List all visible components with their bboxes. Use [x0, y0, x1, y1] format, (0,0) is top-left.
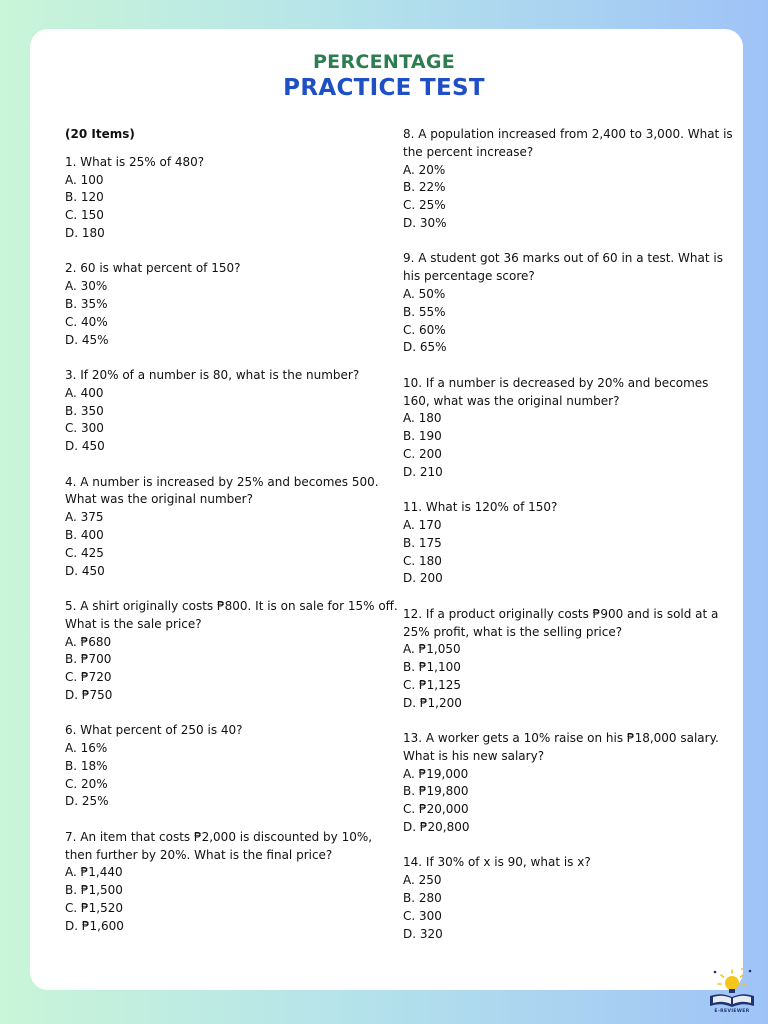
question-text: 1. What is 25% of 480?: [65, 154, 205, 169]
question-text: 7. An item that costs ₱2,000 is discounted by 10%, then further by 20%. What is the final price?: [65, 829, 373, 862]
question-text: 9. A student got 36 marks out of 60 in a test. What is his percentage score?: [403, 251, 723, 284]
answer-option: C. 25%: [403, 198, 446, 213]
open-book-lightbulb-icon: [706, 966, 758, 1010]
answer-option: B. 22%: [403, 180, 446, 195]
answer-option: A. ₱19,000: [403, 766, 469, 781]
answer-option: A. 50%: [403, 286, 446, 301]
answer-option: B. ₱1,100: [403, 660, 461, 675]
question-item: [65, 154, 400, 243]
answer-option: D. ₱750: [65, 687, 113, 702]
answer-option: A. 170: [403, 517, 442, 532]
answer-option: C. 200: [403, 446, 442, 461]
answer-option: D. ₱1,600: [65, 918, 124, 933]
answer-option: C. 300: [403, 908, 442, 923]
title-line2: PRACTICE TEST: [283, 75, 485, 101]
answer-option: A. 250: [403, 873, 442, 888]
answer-option: C. 150: [65, 208, 104, 223]
answer-option: A. 16%: [65, 741, 108, 756]
question-text: 4. A number is increased by 25% and becomes 500. What was the original number?: [65, 474, 379, 507]
left-column: [65, 126, 400, 953]
answer-option: B. 35%: [65, 296, 108, 311]
answer-option: C. 40%: [65, 314, 108, 329]
right-column: [403, 126, 733, 961]
answer-option: A. 20%: [403, 162, 446, 177]
question-item: [403, 375, 733, 482]
answer-option: C. ₱720: [65, 670, 112, 685]
question-item: [403, 499, 733, 588]
question-text: 2. 60 is what percent of 150?: [65, 261, 241, 276]
left-question-list: [65, 154, 400, 936]
answer-option: A. ₱1,440: [65, 865, 123, 880]
answer-option: B. 280: [403, 891, 442, 906]
question-text: 5. A shirt originally costs ₱800. It is on sale for 15% off. What is the sale price?: [65, 598, 398, 631]
answer-option: B. 400: [65, 527, 104, 542]
answer-option: D. 450: [65, 439, 105, 454]
answer-option: C. 180: [403, 553, 442, 568]
answer-option: D. 45%: [65, 332, 109, 347]
answer-option: C. 425: [65, 545, 104, 560]
question-item: [65, 260, 400, 349]
answer-option: A. 30%: [65, 279, 108, 294]
answer-option: D. 200: [403, 571, 443, 586]
answer-option: C. ₱1,125: [403, 677, 461, 692]
answer-option: C. 20%: [65, 776, 108, 791]
right-question-list: [403, 126, 733, 943]
answer-option: B. 55%: [403, 304, 446, 319]
answer-option: B. ₱700: [65, 652, 112, 667]
answer-option: A. ₱680: [65, 634, 112, 649]
question-text: 14. If 30% of x is 90, what is x?: [403, 855, 591, 870]
items-count-label: (20 Items): [65, 127, 135, 141]
title-line1: PERCENTAGE: [312, 51, 456, 73]
question-item: [403, 126, 733, 233]
answer-option: D. 180: [65, 225, 105, 240]
question-text: 11. What is 120% of 150?: [403, 500, 558, 515]
question-text: 10. If a number is decreased by 20% and becomes 160, what was the original number?: [403, 375, 709, 408]
answer-option: A. ₱1,050: [403, 642, 461, 657]
question-text: 12. If a product originally costs ₱900 and is sold at a 25% profit, what is the selling price?: [403, 606, 719, 639]
answer-option: C. 300: [65, 421, 104, 436]
answer-option: D. ₱1,200: [403, 695, 462, 710]
answer-option: A. 375: [65, 510, 104, 525]
question-item: [65, 829, 400, 936]
answer-option: C. ₱1,520: [65, 901, 123, 916]
answer-option: A. 100: [65, 172, 104, 187]
answer-option: D. 65%: [403, 340, 447, 355]
e-reviewer-logo: [706, 966, 758, 1020]
answer-option: D. 320: [403, 926, 443, 941]
question-text: 8. A population increased from 2,400 to 3,000. What is the percent increase?: [403, 127, 733, 159]
answer-option: D. 210: [403, 464, 443, 479]
answer-option: D. 30%: [403, 215, 447, 230]
answer-option: A. 180: [403, 411, 442, 426]
question-text: 13. A worker gets a 10% raise on his ₱18,000 salary. What is his new salary?: [403, 731, 719, 763]
answer-option: B. 190: [403, 429, 442, 444]
answer-option: D. 25%: [65, 794, 109, 809]
answer-option: B. 120: [65, 190, 104, 205]
answer-option: B. 175: [403, 535, 442, 550]
question-item: [403, 250, 733, 357]
question-text: 6. What percent of 250 is 40?: [65, 723, 243, 738]
question-item: [65, 722, 400, 811]
answer-option: B. 350: [65, 403, 104, 418]
question-item: [65, 474, 400, 581]
answer-option: C. ₱20,000: [403, 802, 469, 817]
question-item: [65, 367, 400, 456]
answer-option: D. ₱20,800: [403, 820, 470, 835]
answer-option: A. 400: [65, 385, 104, 400]
question-item: [403, 730, 733, 837]
answer-option: B. ₱1,500: [65, 883, 123, 898]
answer-option: B. ₱19,800: [403, 784, 469, 799]
question-text: 3. If 20% of a number is 80, what is the number?: [65, 367, 360, 382]
answer-option: C. 60%: [403, 322, 446, 337]
question-item: [65, 598, 400, 705]
logo-text: E-REVIEWER: [714, 1009, 750, 1014]
answer-option: D. 450: [65, 563, 105, 578]
answer-option: B. 18%: [65, 758, 108, 773]
question-item: [403, 606, 733, 713]
question-item: [403, 854, 733, 943]
